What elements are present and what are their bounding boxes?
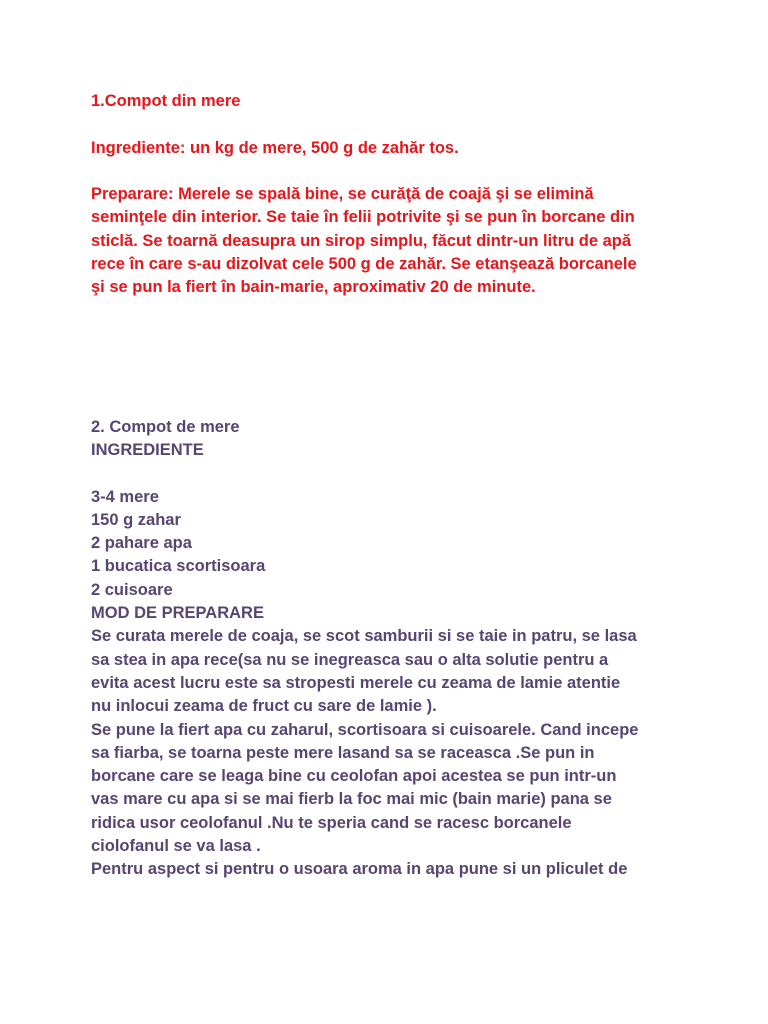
section-gap bbox=[91, 300, 691, 416]
method-line: evita acest lucru este sa stropesti merele cu zeama de lamie atentie bbox=[91, 673, 621, 692]
recipe-1-ingredients: Ingrediente: un kg de mere, 500 g de zahăr tos. bbox=[91, 138, 459, 157]
method-line: Se pune la fiert apa cu zaharul, scortisoara si cuisoarele. Cand incepe bbox=[91, 720, 639, 739]
spacer bbox=[91, 113, 691, 136]
method-line: Se curata merele de coaja, se scot samburii si se taie in patru, se lasa bbox=[91, 627, 637, 646]
method-line: vas mare cu apa si se mai fierb la foc mai mic (bain marie) pana se bbox=[91, 790, 612, 809]
ingredient-item: 2 pahare apa bbox=[91, 534, 192, 553]
recipe-2-title: 2. Compot de mere bbox=[91, 417, 240, 436]
preparation-line: sticlă. Se toarnă deasupra un sirop simplu, făcut dintr-un litru de apă bbox=[91, 231, 632, 250]
preparation-line: rece în care s-au dizolvat cele 500 g de zahăr. Se etanşează borcanele bbox=[91, 255, 637, 274]
preparation-line: Preparare: Merele se spală bine, se curăţă de coajă şi se elimină bbox=[91, 185, 594, 204]
preparation-line: seminţele din interior. Se taie în felii potrivite şi se pun în borcane din bbox=[91, 208, 635, 227]
method-line: sa stea in apa rece(sa nu se inegreasca sau o alta solutie pentru a bbox=[91, 650, 609, 669]
ingredient-item: 150 g zahar bbox=[91, 510, 181, 529]
recipe-1-preparation bbox=[91, 183, 691, 299]
recipe-section-1 bbox=[91, 90, 691, 300]
method-line: sa fiarba, se toarna peste mere lasand sa se raceasca .Se pun in bbox=[91, 743, 595, 762]
ingredient-item: 2 cuisoare bbox=[91, 580, 173, 599]
ingredients-list bbox=[91, 486, 691, 602]
method-line: nu inlocui zeama de fruct cu sare de lamie ). bbox=[91, 697, 437, 716]
ingredients-heading: INGREDIENTE bbox=[91, 440, 204, 459]
ingredient-item: 1 bucatica scortisoara bbox=[91, 557, 266, 576]
preparation-line: şi se pun la fiert în bain-marie, aproximativ 20 de minute. bbox=[91, 278, 536, 297]
method-text bbox=[91, 625, 691, 881]
method-line: Pentru aspect si pentru o usoara aroma in apa pune si un pliculet de bbox=[91, 860, 628, 879]
spacer bbox=[91, 462, 691, 485]
method-heading: MOD DE PREPARARE bbox=[91, 604, 264, 623]
ingredient-item: 3-4 mere bbox=[91, 487, 159, 506]
method-line: ciolofanul se va lasa . bbox=[91, 837, 261, 856]
recipe-1-title: 1.Compot din mere bbox=[91, 92, 241, 110]
spacer bbox=[91, 160, 691, 183]
method-line: borcane care se leaga bine cu ceolofan apoi acestea se pun intr-un bbox=[91, 767, 617, 786]
document-page bbox=[91, 90, 691, 882]
recipe-section-2 bbox=[91, 416, 691, 882]
method-line: ridica usor ceolofanul .Nu te speria cand se racesc borcanele bbox=[91, 813, 572, 832]
